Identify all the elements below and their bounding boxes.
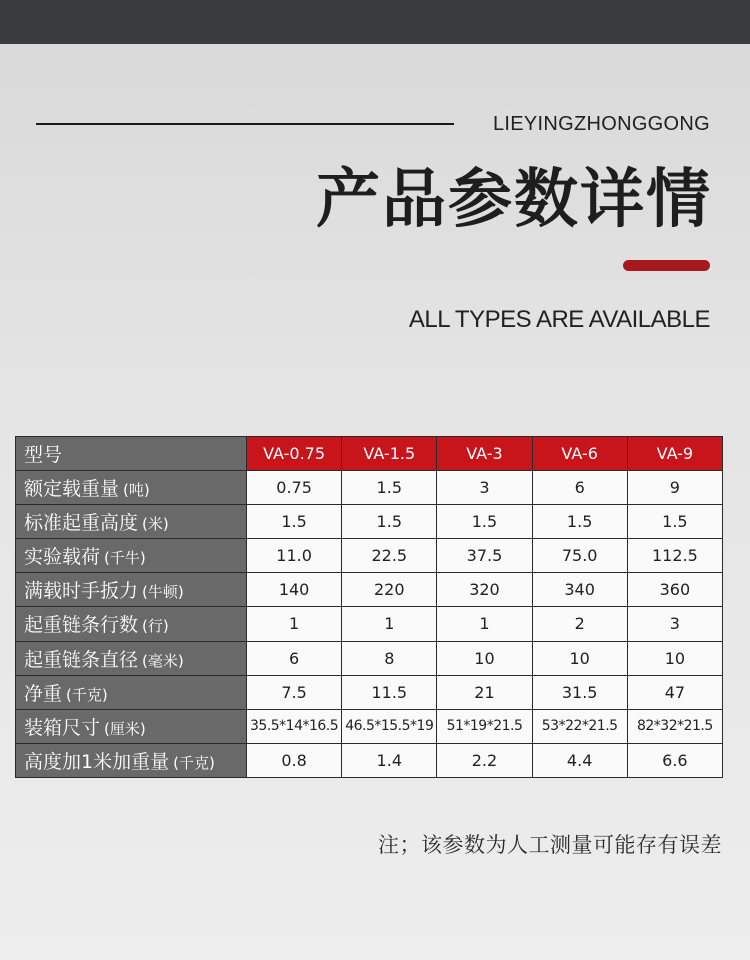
table-cell: 1.5 <box>342 471 437 505</box>
accent-bar <box>623 260 710 271</box>
table-cell: 6 <box>247 641 342 675</box>
table-cell: 220 <box>342 573 437 607</box>
model-header: VA-0.75 <box>247 437 342 471</box>
table-cell: 3 <box>627 607 722 641</box>
table-cell: 1 <box>437 607 532 641</box>
row-unit: (牛顿) <box>142 583 184 602</box>
table-cell: 8 <box>342 641 437 675</box>
table-cell: 75.0 <box>532 539 627 573</box>
table-row <box>16 607 723 641</box>
row-unit: (米) <box>142 515 169 534</box>
row-label <box>16 743 247 777</box>
page-title: 产品参数详情 <box>316 163 712 237</box>
table-cell: 3 <box>437 471 532 505</box>
table-row <box>16 641 723 675</box>
table-row <box>16 709 723 743</box>
table-row <box>16 573 723 607</box>
row-label <box>16 641 247 675</box>
row-unit: (吨) <box>123 481 150 500</box>
table-row <box>16 743 723 777</box>
model-header: VA-6 <box>532 437 627 471</box>
model-header-label: 型号 <box>16 437 247 471</box>
row-label <box>16 505 247 539</box>
table-row <box>16 505 723 539</box>
table-cell: 1.5 <box>342 505 437 539</box>
table-cell: 340 <box>532 573 627 607</box>
row-unit: (毫米) <box>142 651 184 670</box>
row-label-text: 高度加1米加重量 <box>24 750 170 773</box>
table-cell: 0.75 <box>247 471 342 505</box>
row-unit: (行) <box>142 617 169 636</box>
row-unit: (厘米) <box>104 719 146 738</box>
table-cell: 2 <box>532 607 627 641</box>
table-cell: 9 <box>627 471 722 505</box>
row-label-text: 实验载荷 <box>24 546 101 569</box>
table-cell: 11.0 <box>247 539 342 573</box>
row-label <box>16 675 247 709</box>
table-cell: 0.8 <box>247 743 342 777</box>
table-cell: 22.5 <box>342 539 437 573</box>
table-header-row <box>16 437 723 471</box>
table-cell: 6 <box>532 471 627 505</box>
model-header: VA-9 <box>627 437 722 471</box>
row-label-text: 装箱尺寸 <box>24 716 101 739</box>
table-cell: 31.5 <box>532 675 627 709</box>
model-header: VA-3 <box>437 437 532 471</box>
table-cell: 140 <box>247 573 342 607</box>
brand-name: LIEYINGZHONGGONG <box>492 113 710 135</box>
row-label-text: 满载时手扳力 <box>24 580 139 603</box>
table-cell: 1 <box>247 607 342 641</box>
table-row <box>16 471 723 505</box>
table-cell: 51*19*21.5 <box>437 709 532 743</box>
table-cell: 37.5 <box>437 539 532 573</box>
table-cell: 46.5*15.5*19 <box>342 709 437 743</box>
table-cell: 10 <box>627 641 722 675</box>
table-cell: 320 <box>437 573 532 607</box>
row-label-text: 额定载重量 <box>24 478 120 501</box>
top-bar <box>0 0 750 44</box>
header-rule <box>36 123 454 125</box>
table-cell: 11.5 <box>342 675 437 709</box>
table-row <box>16 675 723 709</box>
table-cell: 1 <box>342 607 437 641</box>
row-label <box>16 539 247 573</box>
row-unit: (千克) <box>66 685 108 704</box>
table-cell: 1.5 <box>247 505 342 539</box>
table-cell: 7.5 <box>247 675 342 709</box>
table-cell: 35.5*14*16.5 <box>247 709 342 743</box>
table-cell: 360 <box>627 573 722 607</box>
row-label-text: 标准起重高度 <box>24 512 139 535</box>
row-label <box>16 471 247 505</box>
table-cell: 21 <box>437 675 532 709</box>
table-cell: 1.4 <box>342 743 437 777</box>
model-header: VA-1.5 <box>342 437 437 471</box>
table-cell: 1.5 <box>532 505 627 539</box>
row-label <box>16 607 247 641</box>
table-cell: 10 <box>532 641 627 675</box>
table-cell: 112.5 <box>627 539 722 573</box>
table-cell: 4.4 <box>532 743 627 777</box>
table-cell: 53*22*21.5 <box>532 709 627 743</box>
table-cell: 82*32*21.5 <box>627 709 722 743</box>
table-cell: 1.5 <box>437 505 532 539</box>
table-cell: 10 <box>437 641 532 675</box>
table-row <box>16 539 723 573</box>
table-cell: 6.6 <box>627 743 722 777</box>
row-label-text: 净重 <box>24 682 63 705</box>
row-unit: (千克) <box>173 753 215 772</box>
table-cell: 1.5 <box>627 505 722 539</box>
measurement-note: 注；该参数为人工测量可能存有误差 <box>378 833 722 857</box>
spec-table <box>15 436 723 778</box>
row-label-text: 起重链条直径 <box>24 648 139 671</box>
row-label <box>16 573 247 607</box>
row-label <box>16 709 247 743</box>
table-cell: 2.2 <box>437 743 532 777</box>
row-label-text: 起重链条行数 <box>24 614 139 637</box>
page-subtitle: ALL TYPES ARE AVAILABLE <box>408 306 710 333</box>
table-cell: 47 <box>627 675 722 709</box>
row-unit: (千牛) <box>104 549 146 568</box>
